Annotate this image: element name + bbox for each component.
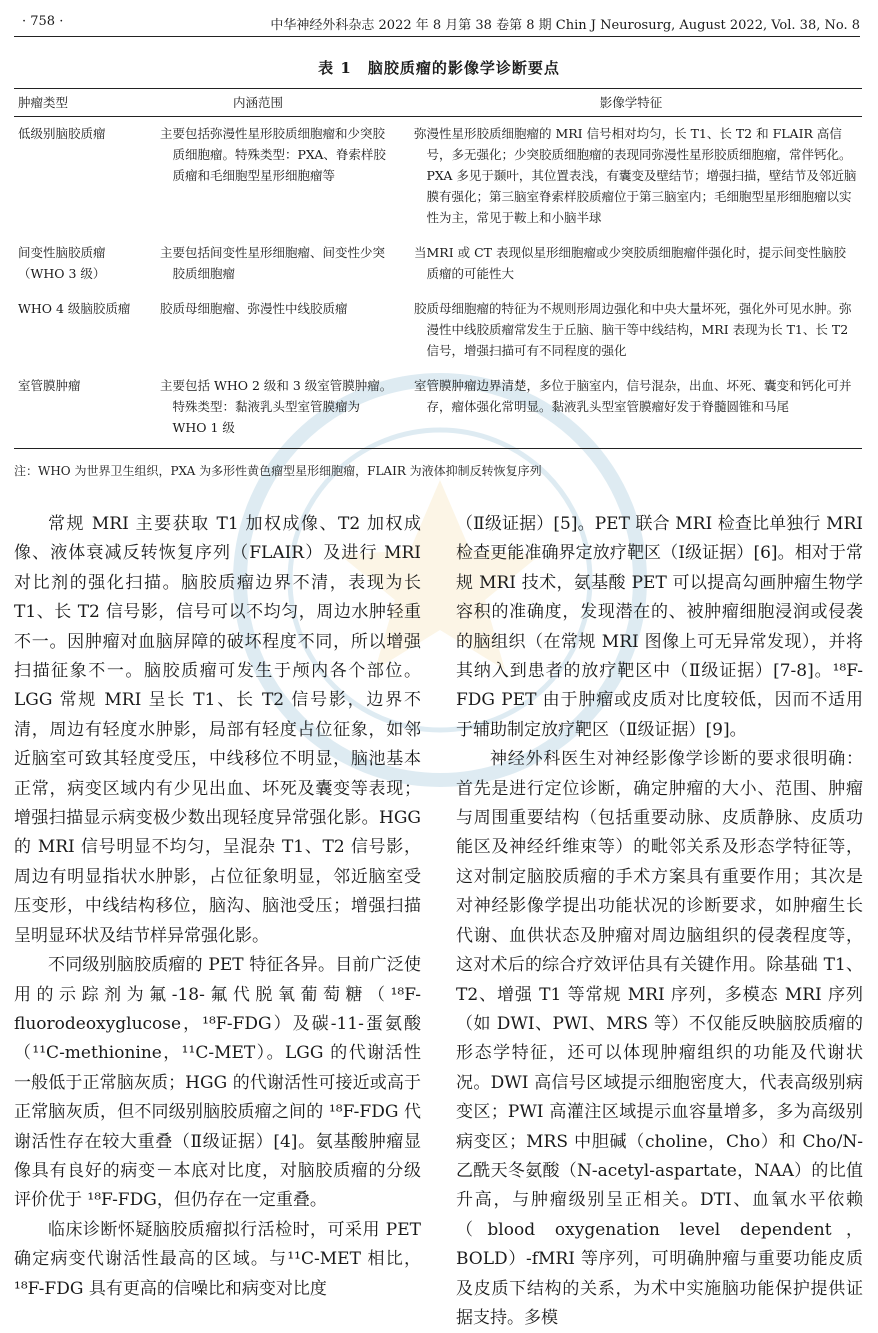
cell-type-text: 低级别脑胶质瘤 <box>18 126 106 141</box>
cell-features <box>400 292 862 369</box>
cell-features <box>400 236 862 292</box>
table-caption: 表 1 脑胶质瘤的影像学诊断要点 <box>318 59 560 77</box>
col-header-type: 肿瘤类型 <box>14 89 142 117</box>
cell-features-text: 当MRI 或 CT 表现似星形细胞瘤或少突胶质细胞瘤伴强化时，提示间变性脑胶质瘤的可能性大 <box>414 245 846 281</box>
cell-scope-text: 主要包括间变性星形细胞瘤、间变性少突胶质细胞瘤 <box>160 245 386 281</box>
glioma-imaging-table <box>14 88 862 449</box>
cell-type <box>14 292 142 369</box>
paragraph: 神经外科医生对神经影像学诊断的要求很明确：首先是进行定位诊断，确定肿瘤的大小、范围、肿瘤与周围重要结构（包括重要动脉、皮质静脉、皮质功能区及神经纤维束等）的毗邻关系及形态学特征等，这对制定脑胶质瘤的手术方案具有重要作用；其次是对神经影像学提出功能状况的诊断要求，如肿瘤生长代谢、血供状态及肿瘤对周边脑组织的侵袭程度等，这对术后的综合疗效评估具有关键作用。除基础 T1、T2、增强 T1 等常规 MRI 序列，多模态 MRI 序列（如 DWI、PWI、MRS 等）不仅能反映脑胶质瘤的形态学特征，还可以体现肿瘤组织的功能及代谢状况。DWI 高信号区域提示细胞密度大，代表高级别病变区；PWI 高灌注区域提示血容量增多，多为高级别病变区；MRS 中胆碱（choline，Cho）和 Cho/N-乙酰天冬氨酸（N-acetyl-aspartate，NAA）的比值升高，与肿瘤级别呈正相关。DTI、血氧水平依赖（blood oxygenation level dependent，BOLD）-fMRI 等序列，可明确肿瘤与重要功能皮质及皮质下结构的关系，为术中实施脑功能保护提供证据支持。多模 <box>456 749 863 1328</box>
cell-type <box>14 117 142 237</box>
table-note: 注：WHO 为世界卫生组织，PXA 为多形性黄色瘤型星形细胞瘤，FLAIR 为液体抑制反转恢复序列 <box>14 464 542 478</box>
cell-features <box>400 369 862 449</box>
cell-features-text: 胶质母细胞瘤的特征为不规则形周边强化和中央大量坏死，强化外可见水肿。弥漫性中线胶质瘤常发生于丘脑、脑干等中线结构，MRI 表现为长 T1、长 T2 信号，增强扫描可有不同程度的强化 <box>414 301 852 358</box>
cell-type <box>14 369 142 449</box>
page-header <box>14 12 860 37</box>
cell-scope <box>142 236 400 292</box>
cell-type-text: 室管膜肿瘤 <box>18 378 81 393</box>
cell-features-text: 室管膜肿瘤边界清楚，多位于脑室内，信号混杂，出血、坏死、囊变和钙化可并存，瘤体强化常明显。黏液乳头型室管膜瘤好发于脊髓圆锥和马尾 <box>414 378 852 414</box>
cell-type-text: 间变性脑胶质瘤 <box>18 245 106 260</box>
table-row <box>14 292 862 369</box>
cell-scope <box>142 117 400 237</box>
cell-scope-text: 主要包括弥漫性星形胶质细胞瘤和少突胶质细胞瘤。特殊类型：PXA、脊索样胶质瘤和毛细胞型星形细胞瘤等 <box>160 126 386 183</box>
page-number: · 758 · <box>22 14 64 29</box>
cell-features <box>400 117 862 237</box>
table-header-row <box>14 89 862 117</box>
paragraph: （Ⅱ级证据）[5]。PET 联合 MRI 检查比单独行 MRI 检查更能准确界定放疗靶区（Ⅰ级证据）[6]。相对于常规 MRI 技术，氨基酸 PET 可以提高勾画肿瘤生物学容积的准确度，发现潜在的、被肿瘤细胞浸润或侵袭的脑组织（在常规 MRI 图像上可无异常发现），并将其纳入到患者的放疗靶区中（Ⅱ级证据）[7-8]。¹⁸F-FDG PET 由于肿瘤或皮质对比度较低，因而不适用于辅助制定放疗靶区（Ⅱ级证据）[9]。 <box>456 514 863 740</box>
cell-scope-text: 胶质母细胞瘤、弥漫性中线胶质瘤 <box>160 301 348 316</box>
cell-features-text: 弥漫性星形胶质细胞瘤的 MRI 信号相对均匀，长 T1、长 T2 和 FLAIR 高信号，多无强化；少突胶质细胞瘤的表现同弥漫性星形胶质细胞瘤，常伴钙化。PXA 多见于颞叶，其位置表浅，有囊变及壁结节；增强扫描，壁结节及邻近脑膜有强化；第三脑室脊索样胶质瘤位于第三脑室内；毛细胞型星形细胞瘤以实性为主，常见于鞍上和小脑半球 <box>414 126 857 225</box>
col-header-scope: 内涵范围 <box>142 89 400 117</box>
table-row <box>14 117 862 237</box>
journal-running-title: 中华神经外科杂志 2022 年 8 月第 38 卷第 8 期 Chin J Neurosurg, August 2022, Vol. 38, No. 8 <box>270 18 860 33</box>
paragraph: 临床诊断怀疑脑胶质瘤拟行活检时，可采用 PET 确定病变代谢活性最高的区域。与¹¹C-MET 相比，¹⁸F-FDG 具有更高的信噪比和病变对比度 <box>14 1219 421 1299</box>
cell-scope <box>142 292 400 369</box>
table-row <box>14 236 862 292</box>
cell-type-subtext: （WHO 3 级） <box>18 266 106 281</box>
paragraph: 不同级别脑胶质瘤的 PET 特征各异。目前广泛使用的示踪剂为氟-18-氟代脱氧葡萄糖（¹⁸F-fluorodeoxyglucose，¹⁸F-FDG）及碳-11-蛋氨酸（¹¹C-methionine，¹¹C-MET）。LGG 的代谢活性一般低于正常脑灰质；HGG 的代谢活性可接近或高于正常脑灰质，但不同级别脑胶质瘤之间的 ¹⁸F-FDG 代谢活性存在较大重叠（Ⅱ级证据）[4]。氨基酸肿瘤显像具有良好的病变－本底对比度，对脑胶质瘤的分级评价优于 ¹⁸F-FDG，但仍存在一定重叠。 <box>14 955 421 1211</box>
cell-scope-text: 主要包括 WHO 2 级和 3 级室管膜肿瘤。特殊类型：黏液乳头型室管膜瘤为 WHO 1 级 <box>160 378 393 435</box>
table-row <box>14 369 862 449</box>
paragraph: 常规 MRI 主要获取 T1 加权成像、T2 加权成像、液体衰减反转恢复序列（FLAIR）及进行 MRI 对比剂的强化扫描。脑胶质瘤边界不清，表现为长 T1、长 T2 信号影，信号可以不均匀，周边水肿轻重不一。因肿瘤对血脑屏障的破坏程度不同，所以增强扫描征象不一。脑胶质瘤可发生于颅内各个部位。LGG 常规 MRI 呈长 T1、长 T2 信号影，边界不清，周边有轻度水肿影，局部有轻度占位征象，如邻近脑室可致其轻度受压，中线移位不明显，脑池基本正常，病变区域内有少见出血、坏死及囊变等表现；增强扫描显示病变极少数出现轻度异常强化影。HGG 的 MRI 信号明显不均匀，呈混杂 T1、T2 信号影，周边有明显指状水肿影，占位征象明显，邻近脑室受压变形，中线结构移位，脑沟、脑池受压；增强扫描呈明显环状及结节样异常强化影。 <box>14 514 421 946</box>
body-column-left <box>14 510 421 1304</box>
cell-type <box>14 236 142 292</box>
body-column-right <box>456 510 863 1333</box>
col-header-features: 影像学特征 <box>400 89 862 117</box>
cell-type-text: WHO 4 级脑胶质瘤 <box>18 301 131 316</box>
cell-scope <box>142 369 400 449</box>
